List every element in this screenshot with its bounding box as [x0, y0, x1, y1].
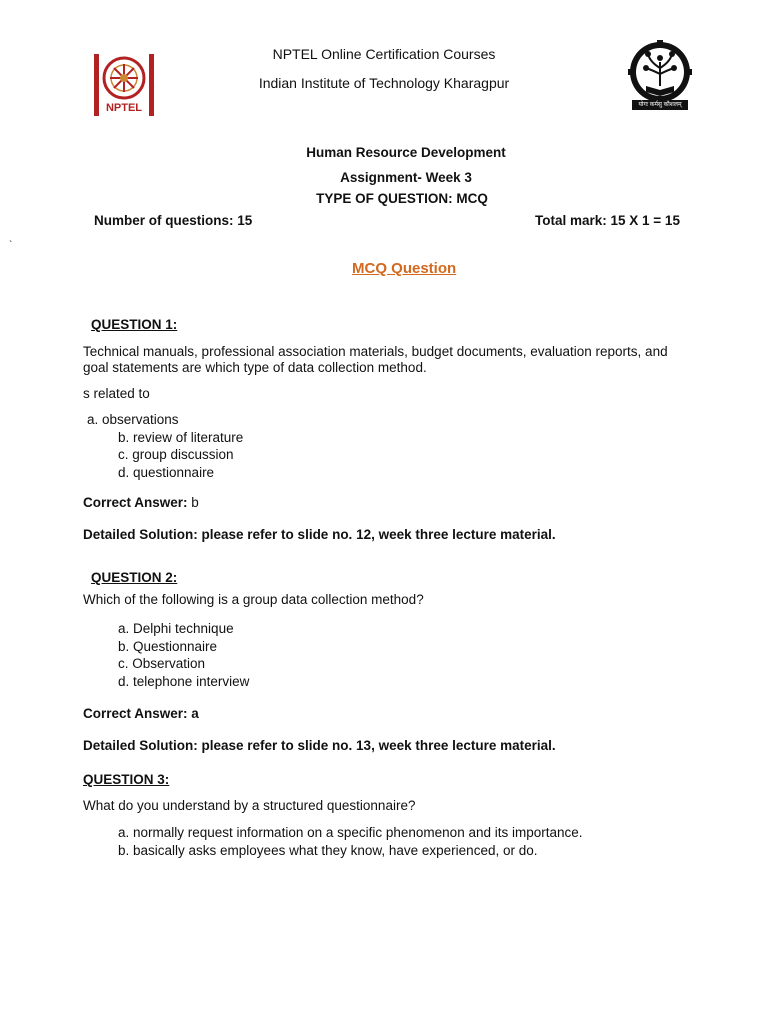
q1-option-c: c. group discussion — [118, 447, 234, 462]
q2-detailed-solution: Detailed Solution: please refer to slide no. 13, week three lecture material. — [83, 738, 556, 753]
q2-option-d: d. telephone interview — [118, 674, 250, 689]
q2-correct-answer: Correct Answer: a — [83, 706, 199, 721]
q3-text: What do you understand by a structured questionnaire? — [83, 798, 416, 813]
q1-heading: QUESTION 1: — [91, 317, 178, 332]
number-of-questions — [94, 213, 252, 228]
q2-option-c: c. Observation — [118, 656, 206, 671]
q1-option-b: b. review of literature — [118, 430, 244, 445]
iit-logo-motto: योगः कर्मसु कौशलम् — [638, 102, 682, 108]
q1-text: Technical manuals, professional association materials, budget documents, evaluation reports, and goal statements are which type of data collection method. — [83, 344, 668, 375]
q2-heading: QUESTION 2: — [91, 570, 178, 585]
assignment-label: Assignment- Week 3 — [340, 170, 472, 185]
q2-option-b: b. Questionnaire — [118, 639, 218, 654]
q1-solution-text: : please refer to slide no. 12, week three lecture material. — [193, 527, 556, 542]
total-mark: Total mark: 15 X 1 = 15 — [535, 213, 680, 228]
q2-text: Which of the following is a group data collection method? — [83, 592, 424, 607]
q1-detailed-solution — [83, 527, 556, 542]
num-questions-value: : 15 — [229, 213, 253, 228]
q3-option-a: a. normally request information on a specific phenomenon and its importance. — [118, 825, 583, 840]
q3-option-b: b. basically asks employees what they know, have experienced, or do. — [118, 843, 538, 858]
q1-solution-label: Detailed Solution — [83, 527, 194, 542]
q1-option-d: d. questionnaire — [118, 465, 215, 480]
question-type: TYPE OF QUESTION: MCQ — [316, 191, 488, 206]
q1-answer-label: Correct Answer: — [83, 495, 188, 510]
q1-option-a: a. observations — [87, 412, 179, 427]
section-title: MCQ Question — [352, 260, 457, 277]
q2-option-a: a. Delphi technique — [118, 621, 234, 636]
q3-heading: QUESTION 3: — [83, 772, 170, 787]
course-title: Human Resource Development — [306, 145, 506, 160]
q1-correct-answer — [83, 495, 199, 510]
header-line-2: Indian Institute of Technology Kharagpur — [258, 75, 510, 91]
num-questions-label: Number of questions — [94, 213, 230, 228]
stray-mark: ` — [9, 240, 13, 251]
q1-fragment: s related to — [83, 386, 150, 401]
header-line-1: NPTEL Online Certification Courses — [272, 46, 496, 62]
q1-answer-value: b — [187, 495, 199, 510]
nptel-logo-text: NPTEL — [105, 102, 143, 114]
